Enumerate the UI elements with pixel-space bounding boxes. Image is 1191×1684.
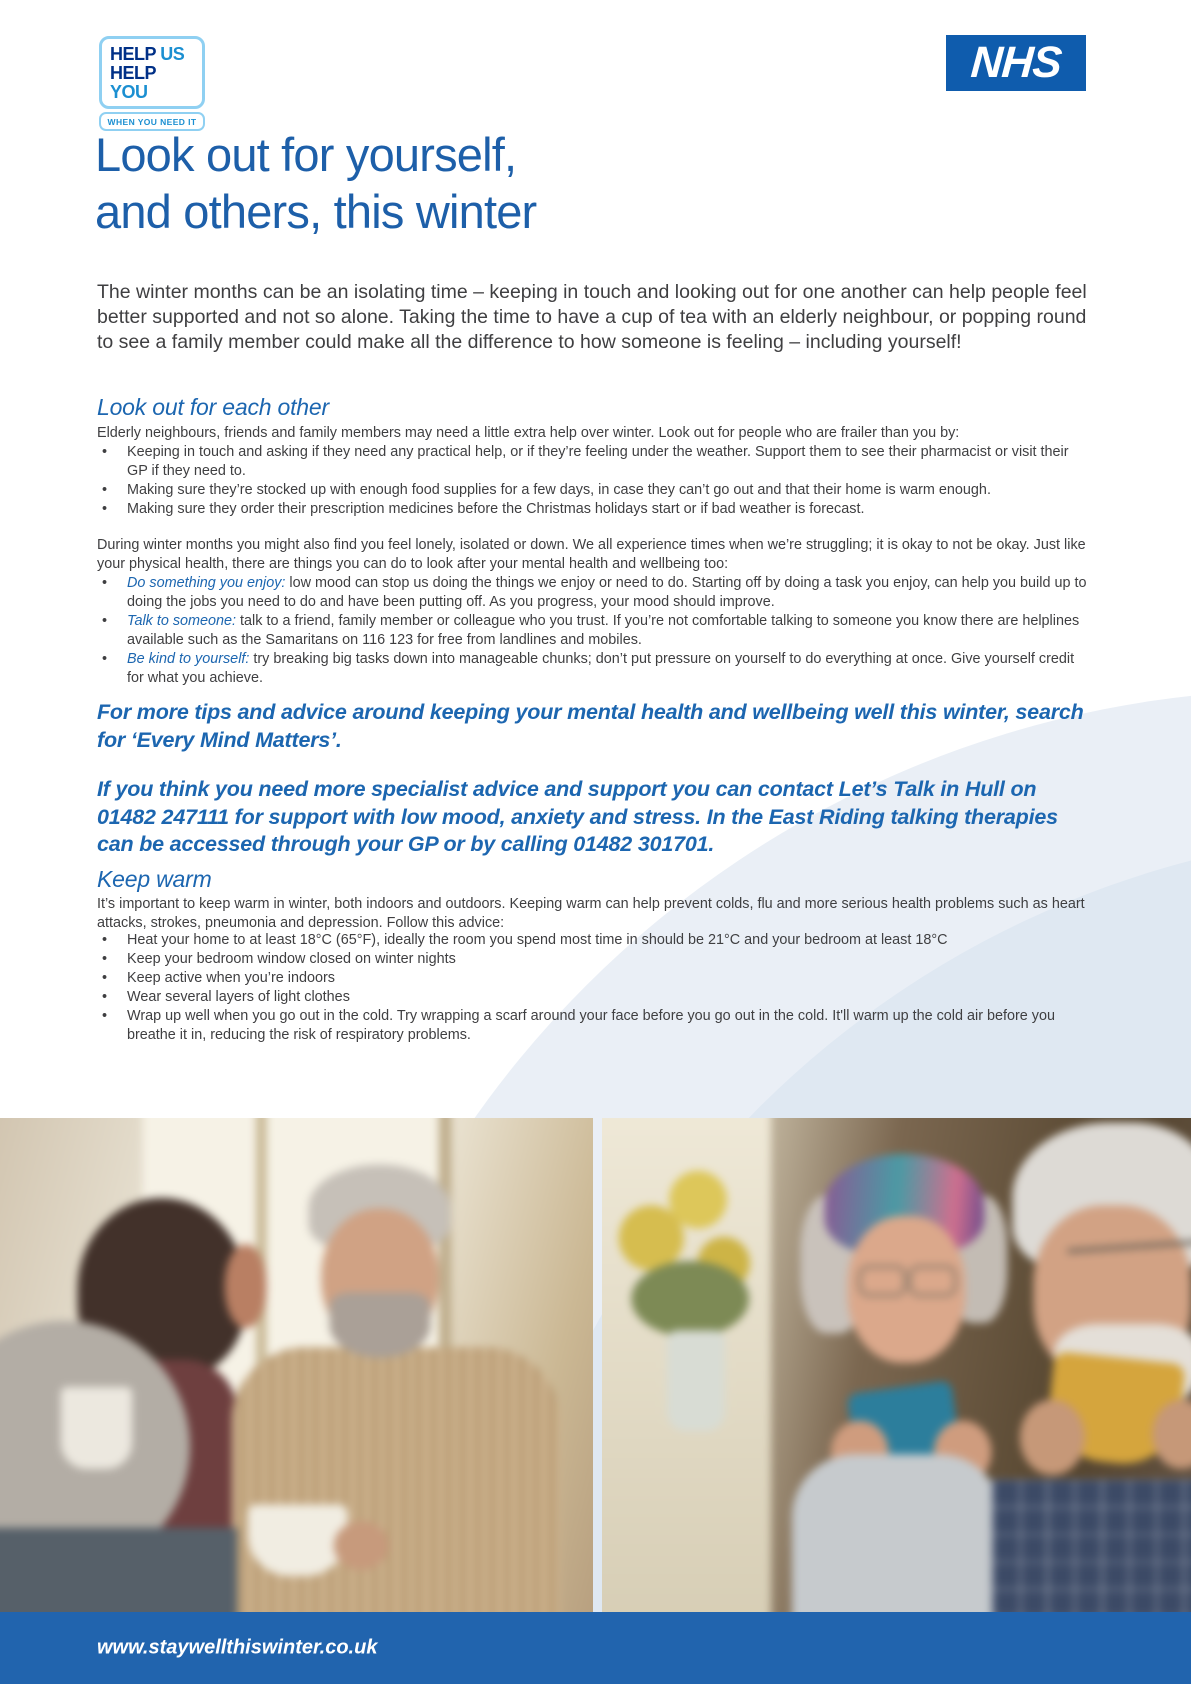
tip-text: talk to a friend, family member or colleague who you trust. If you’re not comfortable talking to someone you know there are helplines available such as the Samaritans on 116 123 for free from landlines and mobiles. xyxy=(127,613,1080,648)
intro-paragraph: The winter months can be an isolating time – keeping in touch and looking out for one another can help people feel better supported and not so alone. Taking the time to have a cup of tea with an elderly neighbour, or popping round to see a family member could make all the difference to how someone is feeling – including yourself! xyxy=(97,281,1087,353)
keep-warm-intro: It’s important to keep warm in winter, both indoors and outdoors. Keeping warm can help prevent colds, flu and more serious health problems such as heart attacks, strokes, pneumonia and depression. Follow this advice: xyxy=(97,896,1085,931)
keep-warm-bullet-list xyxy=(97,931,1092,1045)
tip-lead: Do something you enjoy: xyxy=(127,575,286,591)
bullet-item: • Making sure they order their prescription medicines before the Christmas holidays start or if bad weather is forecast. xyxy=(97,500,1092,519)
footer-website-url: www.staywellthiswinter.co.uk xyxy=(97,1636,378,1659)
section-heading-keep-warm: Keep warm xyxy=(97,866,212,892)
huhy-us-label: US xyxy=(160,44,185,64)
bullet-item: • Wrap up well when you go out in the cold. Try wrapping a scarf around your face before you go out in the cold. It'll warm up the cold air before you breathe it in, reducing the risk of respiratory problems. xyxy=(97,1007,1092,1045)
photo-left-art xyxy=(0,1118,593,1612)
pull-quote-lets-talk: If you think you need more specialist advice and support you can contact Let’s Talk in Hull on 01482 247111 for support with low mood, anxiety and stress. In the East Riding talking therapies can be accessed through your GP or by calling 01482 301701. xyxy=(97,777,1058,856)
bullet-item: • Keep your bedroom window closed on winter nights xyxy=(97,950,1092,969)
bullet-item: • Wear several layers of light clothes xyxy=(97,988,1092,1007)
photo-couple-with-mugs xyxy=(602,1118,1191,1612)
tip-text: low mood can stop us doing the things we enjoy or need to do. Starting off by doing a task you enjoy, can help you build up to doing the jobs you need to do and have been putting off. As you progress, your mood should improve. xyxy=(127,575,1087,610)
tip-lead: Talk to someone: xyxy=(127,613,237,629)
bullet-item: • Keeping in touch and asking if they need any practical help, or if they’re feeling under the weather. Support them to see their pharmacist or visit their GP if they need to. xyxy=(97,443,1092,481)
tip-lead: Be kind to yourself: xyxy=(127,651,250,667)
pull-quote-every-mind-matters: For more tips and advice around keeping your mental health and wellbeing well this winter, search for ‘Every Mind Matters’. xyxy=(97,700,1084,752)
bullet-item: • Keep active when you’re indoors xyxy=(97,969,1092,988)
huhy-tagline: WHEN YOU NEED IT xyxy=(99,112,205,131)
photo-tea-with-neighbour xyxy=(0,1118,593,1612)
footer-bar xyxy=(0,1612,1191,1684)
huhy-help1-label: HELP xyxy=(110,44,156,64)
bullet-item: • Heat your home to at least 18°C (65°F), ideally the room you spend most time in should be 21°C and your bedroom at least 18°C xyxy=(97,931,1092,950)
help-us-help-you-logo xyxy=(99,36,205,131)
tip-item xyxy=(97,612,1092,650)
huhy-you-label: YOU xyxy=(110,82,148,102)
mental-health-tip-list xyxy=(97,574,1092,688)
page-title-line2: and others, this winter xyxy=(95,185,537,238)
huhy-help2-label: HELP xyxy=(110,63,156,83)
tip-item xyxy=(97,574,1092,612)
section-heading-look-out: Look out for each other xyxy=(97,394,329,420)
nhs-logo-text: NHS xyxy=(969,38,1063,87)
bullet-item: • Making sure they’re stocked up with enough food supplies for a few days, in case they can’t go out and that their home is warm enough. xyxy=(97,481,1092,500)
photo-right-art xyxy=(602,1118,1191,1612)
look-out-bullet-list xyxy=(97,443,1092,519)
nhs-logo xyxy=(946,35,1086,91)
page-title-line1: Look out for yourself, xyxy=(95,128,517,181)
mental-health-paragraph: During winter months you might also find you feel lonely, isolated or down. We all experience times when we’re struggling; it is okay to not be okay. Just like your physical health, there are things you can do to look after your mental health and wellbeing too: xyxy=(97,537,1086,572)
page-title xyxy=(95,126,536,240)
help-us-help-you-box xyxy=(99,36,205,109)
tip-item xyxy=(97,650,1092,688)
look-out-intro: Elderly neighbours, friends and family members may need a little extra help over winter. Look out for people who are frailer than you by: xyxy=(97,425,960,441)
tip-text: try breaking big tasks down into manageable chunks; don’t put pressure on yourself to do everything at once. Give yourself credit for what you achieve. xyxy=(127,651,1075,686)
